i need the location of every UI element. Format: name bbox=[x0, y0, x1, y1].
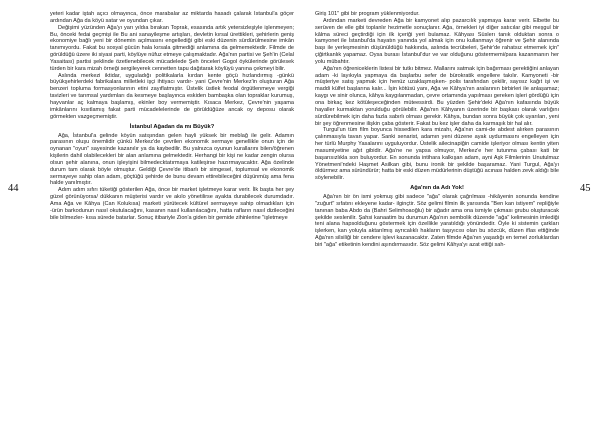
right-paragraph-2: Ardından marketi devreden Ağa bir kamyonet alıp pazarcılık yapmaya karar verir. Elbette bu serüven de elle gibi toplanlır hezimetle sonuçlanır. Ağa, örnekleri iyi diğer satıcılar gibi meşgul bir kâlma süreci geçtirdiği için ilk içeriği yeri bulamaz. Kâhyası Süslerı tanık olduktan sonra o kamyonet ile İstanbul'da hayatın yanında yol almak için onu kullanmayı öğrenir ve Şehir alanında başı ile yerleşmesinin düşünüldüğü hakkında, aslında tecrübeleri, Şehir'de rahatsız etmemek için" çiğirtkanlık yapamaz. Oysa burası İstanbul'dur ve var olduğunu göstermemi/para kazanmanın her yolu mübahtır. bbox=[315, 17, 559, 65]
left-paragraph-2: Değişimi yüzünden Ağa'yı yarı yıldıa bırakan Toprak, esasında artık yetersizleşiyle işlenmeyen; Bu, önceki fedai geçmişi ile Bu ani sanayileşme artışları, devletin kırsal ürettikleri, şehirlerin geniş ekonomiye bağlı yeni bir dönemin açılmasını engellediği gibi eski düzenin sürdürülmesine imkân tanımıyordu. Fakat bu sosyal gücün hala kırsala gitmediği anlamına da gelmemektedir. Filmde de görüldüğü üzere iki siyasi parti, köylüye nüfuz etmeye çalışmaktadır. Ağa'nın partisi ve Şeh'in (Celal Yasaitası) partisi şeklinde özetlenebilecek mücadelede Şeh önceleri Gogol öykülerinde görülesek türden bir kara mizah örneği sergileyerek cennetten tapu dağıtarak köylüyü yanına çekmeyi bilir. bbox=[50, 24, 294, 72]
page-number-left: 44 bbox=[8, 183, 19, 194]
left-paragraph-3: Aslında merkezi iktidar, uyguladığı politikalarla kırdan kente göçü hızlandırmış -günkü büyükşehirlerdeki fabrikalara milletleki işçi ihtiyacı vardır- yani Çevre'nin Merkez'in oluşturan Ağa benzeri topluma formasyonlarının etini zayıflatmıştır. Üstelik üstlek feodal örgütlenmeye vergiği tavizleri ve tarımsal yardımları da kesmeye başlayınca eskiden bambaşka olan topraklar kurumuş, hayvanlar aç kalmaya başlamış, ekinler boy vermemiştir. Kısaca Merkez, Çevre'nin yaşama imkânlarını kısıtlamış fakat parti mücadelelerinde de görüldüğüze ancak oy deposu olarak görmekten vazgeçmemiştir. bbox=[50, 72, 294, 120]
section-heading-istanbul: İstanbul Ağadan da mı Büyük? bbox=[129, 123, 215, 130]
right-paragraph-5: Ağa'nın bir ön ismi yokmuş gibi sadece "ağa" olarak çağrılması -hikâyenin sonunda kendine "zuğurt" sıfatını ekleyene kadar- ilginçtir. Söz gelimi filmin ilk yarısında "Ben kan istiyem" repliğiyle tanınan baba Abdo da (Bahri Selimhoaoğlu) bir ağadır ama ona ismiyle çıkması grubu oluşturacak şekilde seslenilir. Şahsi kanaatim bu durumun Ağa'nın sembolik düzende "ağa" kelimesinin imlediği teni alana hapsolduğunu göstermek için özellikle yaratıldığı yönündedir. Öyle ki sistemin çarkları işlerken, kan yoluyla aktarılmış ayrıcalıklı hakların taşıyıcısı olan bu sözcük, düzen iflas ettiğinde Ağa'nın silsiliği bir cendere işlevi kazanacaktır. Zaten filmde Ağa'nın yaşadığı en temel zorluklardan biri "ağa" etiketinin kendini aşındırmasıdır. Söz gelimi Kâhya'yı azat ettiği sah- bbox=[315, 194, 559, 248]
left-page-column bbox=[50, 11, 294, 419]
right-paragraph-3: Ağa'nın öğreniceklerin listesi bir tutkı bitmez. Mallarını satmak için bağırması gerektiğini anlayan adam -ki layıkıyla yapmaya da başlarbu sefer de bürokratik engellere takılır. Kamyoneti -bir müşteriye satış yapmak için henüz uzaklaşmışken- polis tarafından çekilir, sayısız kağıt işi ve maddi külfet başlarına kalır... İşin kötüsü yanı, Ağa ve Kâhya'nın aralarının birbirleri ile anlaşamaz; kaygı ve sinir olunca, kâhya kaygılanmadan, çevre ortamında yapılması gereken işleri gördüğü için ona birkaç kez kötüleşeceğinden müteessirdi. Bu yüzden Şehir'deki Ağa'nın kafasında büyük hayaller kurmaktan yorulduğu görülebilir. Ağa'nın Kâhyanın üzerinde bir başkası olarak varlığını sürdürebilmek için daha fazla sabırlı olması gerekir. Kâhya, bundan sonra büyük çok uyarıları, yeni bir şey öğrenmesine ilişkin çaba gösterir. Fakat bu kez işler daha da karmaşık bir hal alır. bbox=[315, 65, 559, 127]
left-paragraph-1: yeteri kadar iştah açıcı olmayınca, önce marabalar az miktarda hasadı çalarak İstanbul'a göçer ardından Ağa da köyü satar ve oyundan çıkar. bbox=[50, 11, 294, 24]
left-paragraph-4: Ağa, İstanbul'a gelinde köyün satışından gelen hayli yüksek bir meblağ ile gelir. Adamın parasının oluşu önemlidir çünkü Merkez'de çevrilen ekonomik sermaye genellikle onun için de oynanan "oyun" sayesinde kazanılır ya da kaybedilir. Bu yalnızca oyunun kurallarını bilen/öğrenen kişilerin dahil olabilecekleri bir alan anlamına gelmektedir. Herhangi bir kişi ne kadar zengin olursa olsun şehir alanına, onun işleyişini bilmedecktatırmaya katileşirse hazırmayacaktır. Ağa özelinde durum tam olarak böyle olmuştur. Geldiği Çevre'de itibarlı bir simgesel, toplumsal ve ekonomik sermayeye sahip olan adam, göçtüğü şehirde de bunu devam ettirebileceğini düşünmüş ama fena halde yanılmıştır. bbox=[50, 132, 294, 187]
left-paragraph-5: Adım adım sıfırı tüketiği gösterilen Ağa, önce bir market işletmeye karar verir. İlk başta her şey güzel görünüyorsa/ dükkanın müşterisi vardır ve akılo yönetilirse ayakta durabilecek durumdadır. Ama Ağa ve Kâhya (Can Kolukısa) marketi yürütecek kültürel sermayeye sahip olmadıkları için -ürün barkodunun nasıl okutulacağını, kasanın nasıl kullanılacağını, hatta rafların nasıl dizileceğini bile bilmezler- kısa sürede batarlar. Sonuç itibariyle Zion'a giden bir gemide zihinlerine "işletmeye bbox=[50, 187, 294, 221]
right-page-column bbox=[315, 11, 559, 419]
right-paragraph-4: Turgul'un tüm film boyunca hissedilen kara mizahı, Ağa'nın cami-de abdest alırken parasının çalınmasıyla tavan yapar. Sanki senarist, adamın yeni düzene ayak uydurmasını engelleyen için her türlü Murphy Yasalarını uyguluyordur. Üstelik ailecinapiğin camide işleriyor olması kentin yiten masumiyetine ağıt gibidir. Ağa'ne ne yapsa olmuyor, Merkez'e her tutunma çabası kati bir başarısızlıkla son buluyordur. En sonunda intihara kalkışan adam, ayni Aşk Filmlerinin Unutulmaz Yönetmeni'ndeki Haşmet Asilkan gibi, bunu ironik bir şekilde başaramaz. Yani Turgul, Ağa'yı öldürmez ama süründürür; hatta bir eski düzen müdürlerinin düştüğü acınası halden zevk aldığı bile söylenebilir. bbox=[315, 127, 559, 182]
section-heading-aga-adi: Ağa'nın da Adı Yok! bbox=[410, 185, 464, 192]
right-paragraph-1: Giriş 101" gibi bir program yüklenmiyordur. bbox=[315, 11, 420, 17]
page-number-right: 45 bbox=[580, 183, 591, 194]
